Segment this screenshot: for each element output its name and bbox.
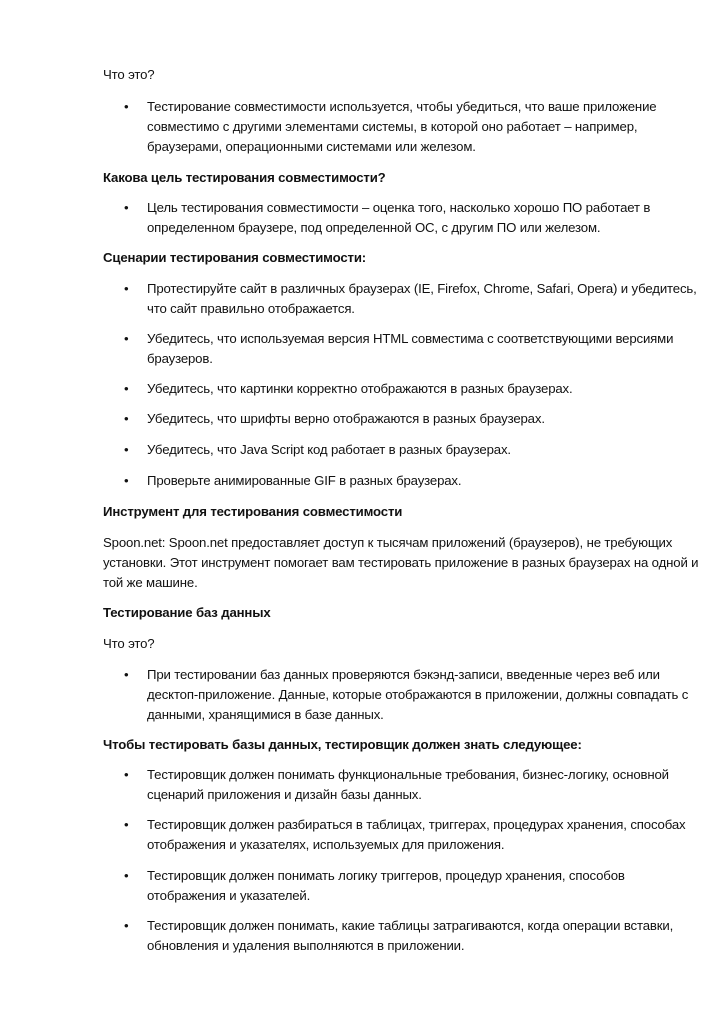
bullet-text-line: отображения и указателей.: [147, 888, 311, 903]
bullet-text-line: Тестирование совместимости используется, чтобы убедиться, что ваше приложение: [147, 99, 657, 114]
bullet-icon: •: [124, 331, 129, 346]
bullet-text-line: Тестировщик должен разбираться в таблицах, триггерах, процедурах хранения, способах: [147, 817, 686, 832]
paragraph-what-is-it: Что это?: [103, 67, 155, 82]
bullet-icon: •: [124, 411, 129, 426]
bullet-text-line: определенном браузере, под определенной ОС, с другим ПО или железом.: [147, 220, 601, 235]
heading-compat-scenarios: Сценарии тестирования совместимости:: [103, 250, 367, 265]
bullet-icon: •: [124, 442, 129, 457]
heading-db-testing: Тестирование баз данных: [103, 605, 271, 620]
paragraph-line: установки. Этот инструмент помогает вам тестировать приложение в разных браузерах на одной и: [103, 555, 699, 570]
bullet-text-line: Тестировщик должен понимать функциональные требования, бизнес-логику, основной: [147, 767, 669, 782]
bullet-icon: •: [124, 767, 129, 782]
bullet-text-line: что сайт правильно отображается.: [147, 301, 355, 316]
bullet-icon: •: [124, 473, 129, 488]
bullet-text-line: отображения и указателях, используемых для приложения.: [147, 837, 505, 852]
bullet-text-line: Убедитесь, что используемая версия HTML совместима с соответствующими версиями: [147, 331, 674, 346]
bullet-icon: •: [124, 918, 129, 933]
bullet-text-line: Цель тестирования совместимости – оценка того, насколько хорошо ПО работает в: [147, 200, 651, 215]
bullet-text-line: браузерами, операционными системами или железом.: [147, 139, 476, 154]
bullet-text-line: совместимо с другими элементами системы, в которой оно работает – например,: [147, 119, 638, 134]
bullet-text-line: сценарий приложения и дизайн базы данных.: [147, 787, 422, 802]
paragraph-line: Spoon.net: Spoon.net предоставляет доступ к тысячам приложений (браузеров), не требующих: [103, 535, 673, 550]
bullet-icon: •: [124, 868, 129, 883]
bullet-icon: •: [124, 381, 129, 396]
bullet-icon: •: [124, 667, 129, 682]
heading-compat-goal: Какова цель тестирования совместимости?: [103, 170, 386, 185]
paragraph-line: той же машине.: [103, 575, 198, 590]
bullet-text-line: десктоп-приложение. Данные, которые отображаются в приложении, должны совпадать с: [147, 687, 689, 702]
bullet-text-line: браузеров.: [147, 351, 213, 366]
bullet-text-line: Тестировщик должен понимать логику триггеров, процедур хранения, способов: [147, 868, 625, 883]
bullet-text-line: Протестируйте сайт в различных браузерах (IE, Firefox, Chrome, Safari, Opera) и убедитесь,: [147, 281, 697, 296]
bullet-text-line: обновления и удаления выполняются в приложении.: [147, 938, 465, 953]
bullet-icon: •: [124, 817, 129, 832]
bullet-icon: •: [124, 200, 129, 215]
bullet-text-line: Проверьте анимированные GIF в разных браузерах.: [147, 473, 462, 488]
paragraph-what-is-it: Что это?: [103, 636, 155, 651]
bullet-text-line: Убедитесь, что Java Script код работает в разных браузерах.: [147, 442, 511, 457]
heading-db-knowledge: Чтобы тестировать базы данных, тестировщик должен знать следующее:: [103, 737, 582, 752]
heading-compat-tool: Инструмент для тестирования совместимости: [103, 504, 403, 519]
bullet-text-line: Тестировщик должен понимать, какие таблицы затрагиваются, когда операции вставки,: [147, 918, 674, 933]
bullet-text-line: Убедитесь, что картинки корректно отображаются в разных браузерах.: [147, 381, 573, 396]
bullet-text-line: При тестировании баз данных проверяются бэкэнд-записи, введенные через веб или: [147, 667, 660, 682]
bullet-text-line: Убедитесь, что шрифты верно отображаются в разных браузерах.: [147, 411, 545, 426]
bullet-icon: •: [124, 99, 129, 114]
bullet-text-line: данными, хранящимися в базе данных.: [147, 707, 384, 722]
bullet-icon: •: [124, 281, 129, 296]
